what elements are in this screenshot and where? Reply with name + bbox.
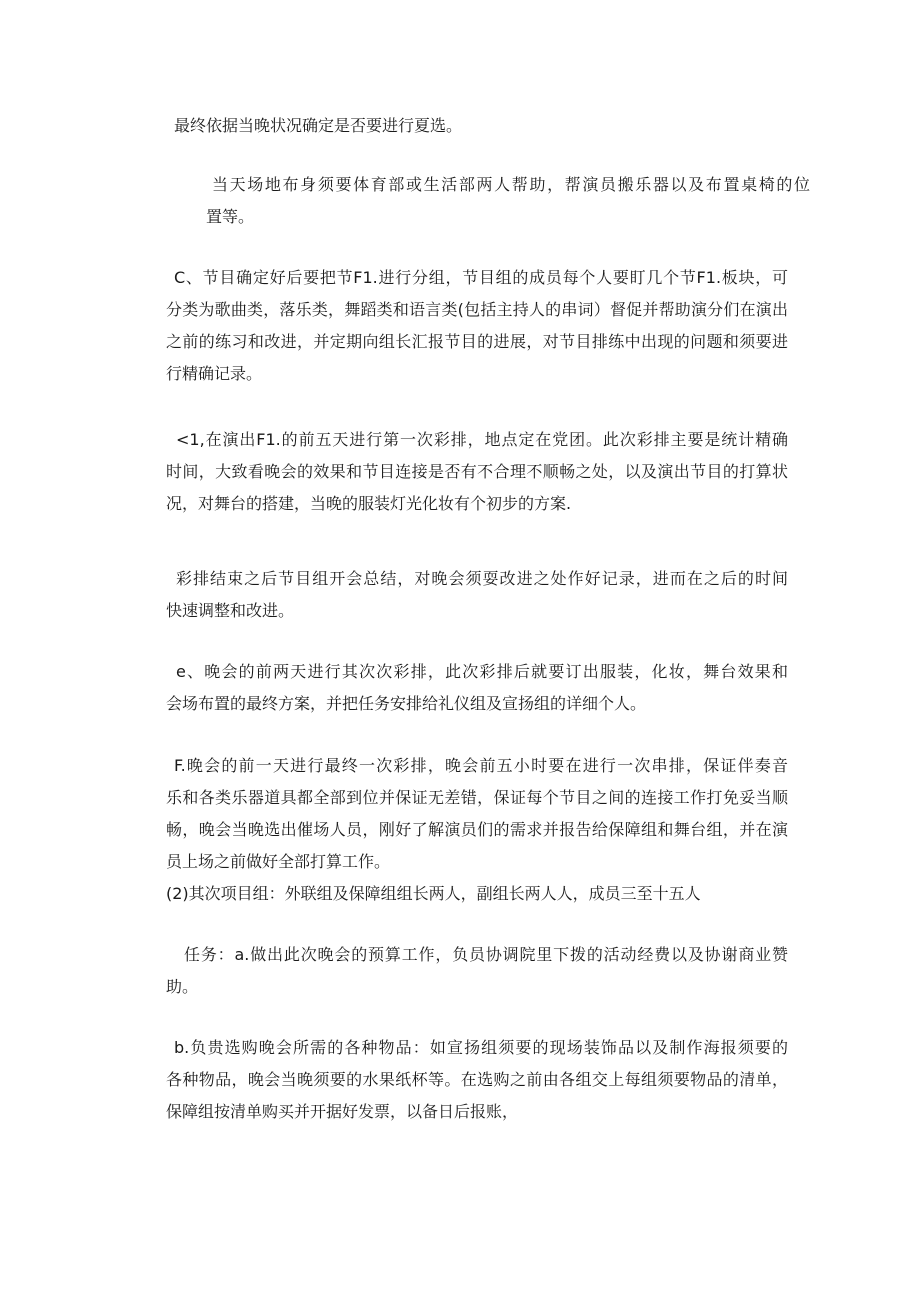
paragraph-final-rehearsal (166, 750, 788, 878)
text-line: 况，对舞台的搭建，当晚的服装灯光化妆有个初步的方案. (166, 494, 572, 513)
text-line: 最终依据当晚状况确定是否要进行夏选。 (174, 116, 463, 135)
text-line: 助。 (166, 977, 199, 996)
text-line: <1,在演出F1.的前五天进行第一次彩排，地点定在党团。此次彩排主要是统计精确 (176, 430, 788, 449)
paragraph-first-rehearsal (166, 424, 788, 520)
text-line: C、节目确定好后要把节F1.进行分组，节目组的成员每个人要盯几个节F1.板块，可 (174, 268, 788, 287)
paragraph-task-a (166, 939, 788, 1003)
paragraph-second-project-group (166, 878, 788, 910)
paragraph-program-grouping (166, 262, 788, 390)
text-line: 行精确记录。 (166, 364, 263, 383)
paragraph-rehearsal-summary (166, 563, 788, 627)
paragraph-task-b (166, 1032, 788, 1128)
text-line: b.负贵选购晚会所需的各种物品：如宣扬组须要的现场装饰品以及制作海报须要的 (174, 1038, 788, 1057)
text-line: 当天场地布身须要体育部或生活部两人帮助，帮演员搬乐器以及布置桌椅的位 (212, 175, 810, 194)
text-line: 乐和各类乐器道具都全部到位并保证无差错，保证每个节目之间的连接工作打免妥当顺 (166, 788, 788, 807)
text-line: e、晚会的前两天进行其次次彩排，此次彩排后就要订出服装，化妆，舞台效果和 (176, 662, 788, 681)
paragraph-final-selection (166, 110, 788, 142)
text-line: 置等。 (206, 207, 255, 226)
text-line: 员上场之前做好全部打算工作。 (166, 852, 391, 871)
text-line: 之前的练习和改进，并定期向组长汇报节目的进展，对节目排练中出现的问题和须要进 (166, 332, 788, 351)
text-line: 任务：a.做出此次晚会的预算工作，负员协调院里下拨的活动经费以及协谢商业赞 (184, 945, 788, 964)
text-line: 会场布置的最终方案，并把任务安排给礼仪组及宣扬组的详细个人。 (166, 694, 647, 713)
text-line: F.晚会的前一天进行最终一次彩排，晚会前五小时要在进行一次串排，保证伴奏音 (174, 756, 788, 775)
text-line: 时间，大致看晚会的效果和节目连接是否有不合理不顺畅之处，以及演出节目的打算状 (166, 462, 788, 481)
text-line: (2)其次项目组：外联组及保障组组长两人，副组长两人人，成员三至十五人 (166, 884, 701, 903)
paragraph-second-rehearsal (166, 656, 788, 720)
text-line: 各种物品，晚会当晚须要的水果纸杯等。在选购之前由各组交上每组须要物品的清单， (166, 1070, 788, 1089)
text-line: 彩排结束之后节目组开会总结，对晚会须耍改进之处作好记录，进而在之后的时间 (176, 569, 788, 588)
paragraph-venue-setup (166, 169, 810, 233)
text-line: 分类为歌曲类，落乐类，舞蹈类和语言类(包括主持人的串词）督促并帮助演分们在演出 (166, 300, 788, 319)
text-line: 快速调整和改进。 (166, 601, 295, 620)
text-line: 畅，晚会当晚选出催场人员，刚好了解演员们的需求并报告给保障组和舞台组，并在演 (166, 820, 788, 839)
text-line: 保障组按清单购买并开据好发票，以备日后报账， (166, 1102, 519, 1121)
